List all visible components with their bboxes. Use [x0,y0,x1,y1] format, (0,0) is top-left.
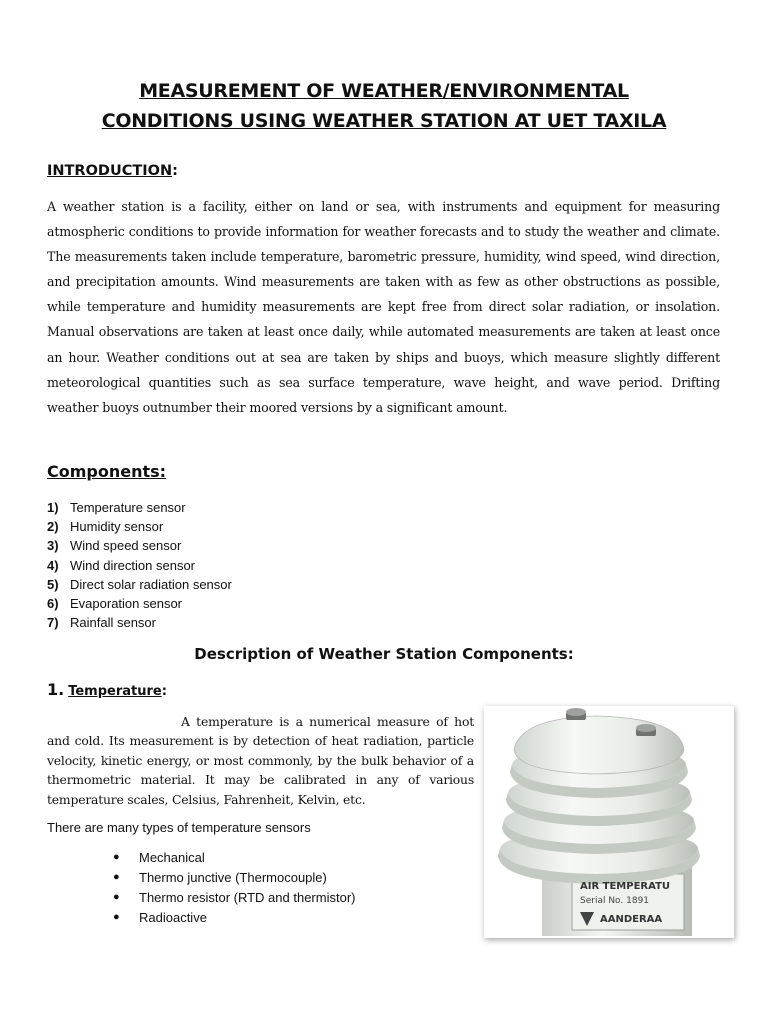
page-title [40,76,728,136]
list-item [47,556,232,575]
temperature-paragraph-text: A temperature is a numerical measure of hot and cold. Its measurement is by detection of heat radiation, particle velocity, kinetic energy, or most commonly, by the bulk behavior of a thermometric material. It may be calibrated in any of various temperature scales, Celsius, Fahrenheit, Kelvin, etc. [47,714,474,807]
list-item [113,848,355,868]
list-item-label: Direct solar radiation sensor [70,576,232,592]
list-item-label: Mechanical [139,850,205,865]
title-line-1: MEASUREMENT OF WEATHER/ENVIRONMENTAL [139,80,629,102]
temperature-heading [47,680,167,699]
radiation-shield-sensor-icon [484,706,734,938]
components-list [47,498,232,632]
sensor-label-line-3: AANDERAA [600,914,663,925]
list-item [47,575,232,594]
list-item [47,517,232,536]
list-item [47,594,232,613]
sensor-label-line-1: AIR TEMPERATU [580,881,671,892]
list-item [113,888,355,908]
introduction-heading-text: INTRODUCTION [47,163,173,179]
temperature-heading-number: 1. [47,680,65,699]
list-item-label: Thermo resistor (RTD and thermistor) [139,889,356,905]
bullet-icon: ● [113,851,120,863]
bullet-icon: ● [113,870,120,883]
list-item-label: Wind direction sensor [70,557,195,573]
list-item [113,908,355,928]
list-item [113,868,355,888]
list-item-label: Radioactive [139,909,207,925]
list-item-number: 3) [47,538,59,554]
list-item-label: Wind speed sensor [70,538,182,554]
temperature-sensor-photo [484,706,734,938]
list-item-number: 5) [47,576,59,592]
list-item-label: Evaporation sensor [70,595,183,611]
title-line-2: CONDITIONS USING WEATHER STATION AT UET TAXILA [101,110,667,132]
list-item-label: Thermo junctive (Thermocouple) [139,869,327,885]
introduction-paragraph: A weather station is a facility, either on land or sea, with instruments and equipment for measuring atmospheric conditions to provide information for weather forecasts and to study the weather and climate. The measurements taken include temperature, barometric pressure, humidity, wind speed, wind direction, and precipitation amounts. Wind measurements are taken with as few as other obstructions as possible, while temperature and humidity measurements are kept free from direct solar radiation, or insolation. Manual observations are taken at least once daily, while automated measurements are taken at least once an hour. Weather conditions out at sea are taken by ships and buoys, which measure slightly different meteorological quantities such as sea surface temperature, wave height, and wave period. Drifting weather buoys outnumber their moored versions by a significant amount. [47,199,720,415]
list-item-number: 2) [47,519,59,535]
sensor-types-intro: There are many types of temperature sensors [47,820,311,835]
bullet-icon: ● [113,890,120,903]
description-heading: Description of Weather Station Components: [194,645,574,663]
list-item-number: 1) [47,500,59,515]
list-item-number: 7) [47,615,59,631]
introduction-heading-colon: : [172,163,178,179]
sensor-types-list [113,848,355,928]
list-item-label: Humidity sensor [70,519,164,535]
sensor-label-line-2: Serial No. 1891 [580,896,650,906]
temperature-heading-label: Temperature [68,684,162,699]
bullet-icon: ● [113,910,120,923]
list-item-label: Temperature sensor [70,500,186,515]
components-heading: Components: [47,462,167,481]
temperature-paragraph [47,712,474,809]
list-item-label: Rainfall sensor [70,615,156,631]
introduction-heading [47,163,178,179]
list-item-number: 6) [47,595,59,611]
list-item [47,536,232,555]
list-item [47,613,232,632]
temperature-heading-colon: : [161,684,167,699]
list-item-number: 4) [47,557,59,573]
list-item [47,498,232,517]
